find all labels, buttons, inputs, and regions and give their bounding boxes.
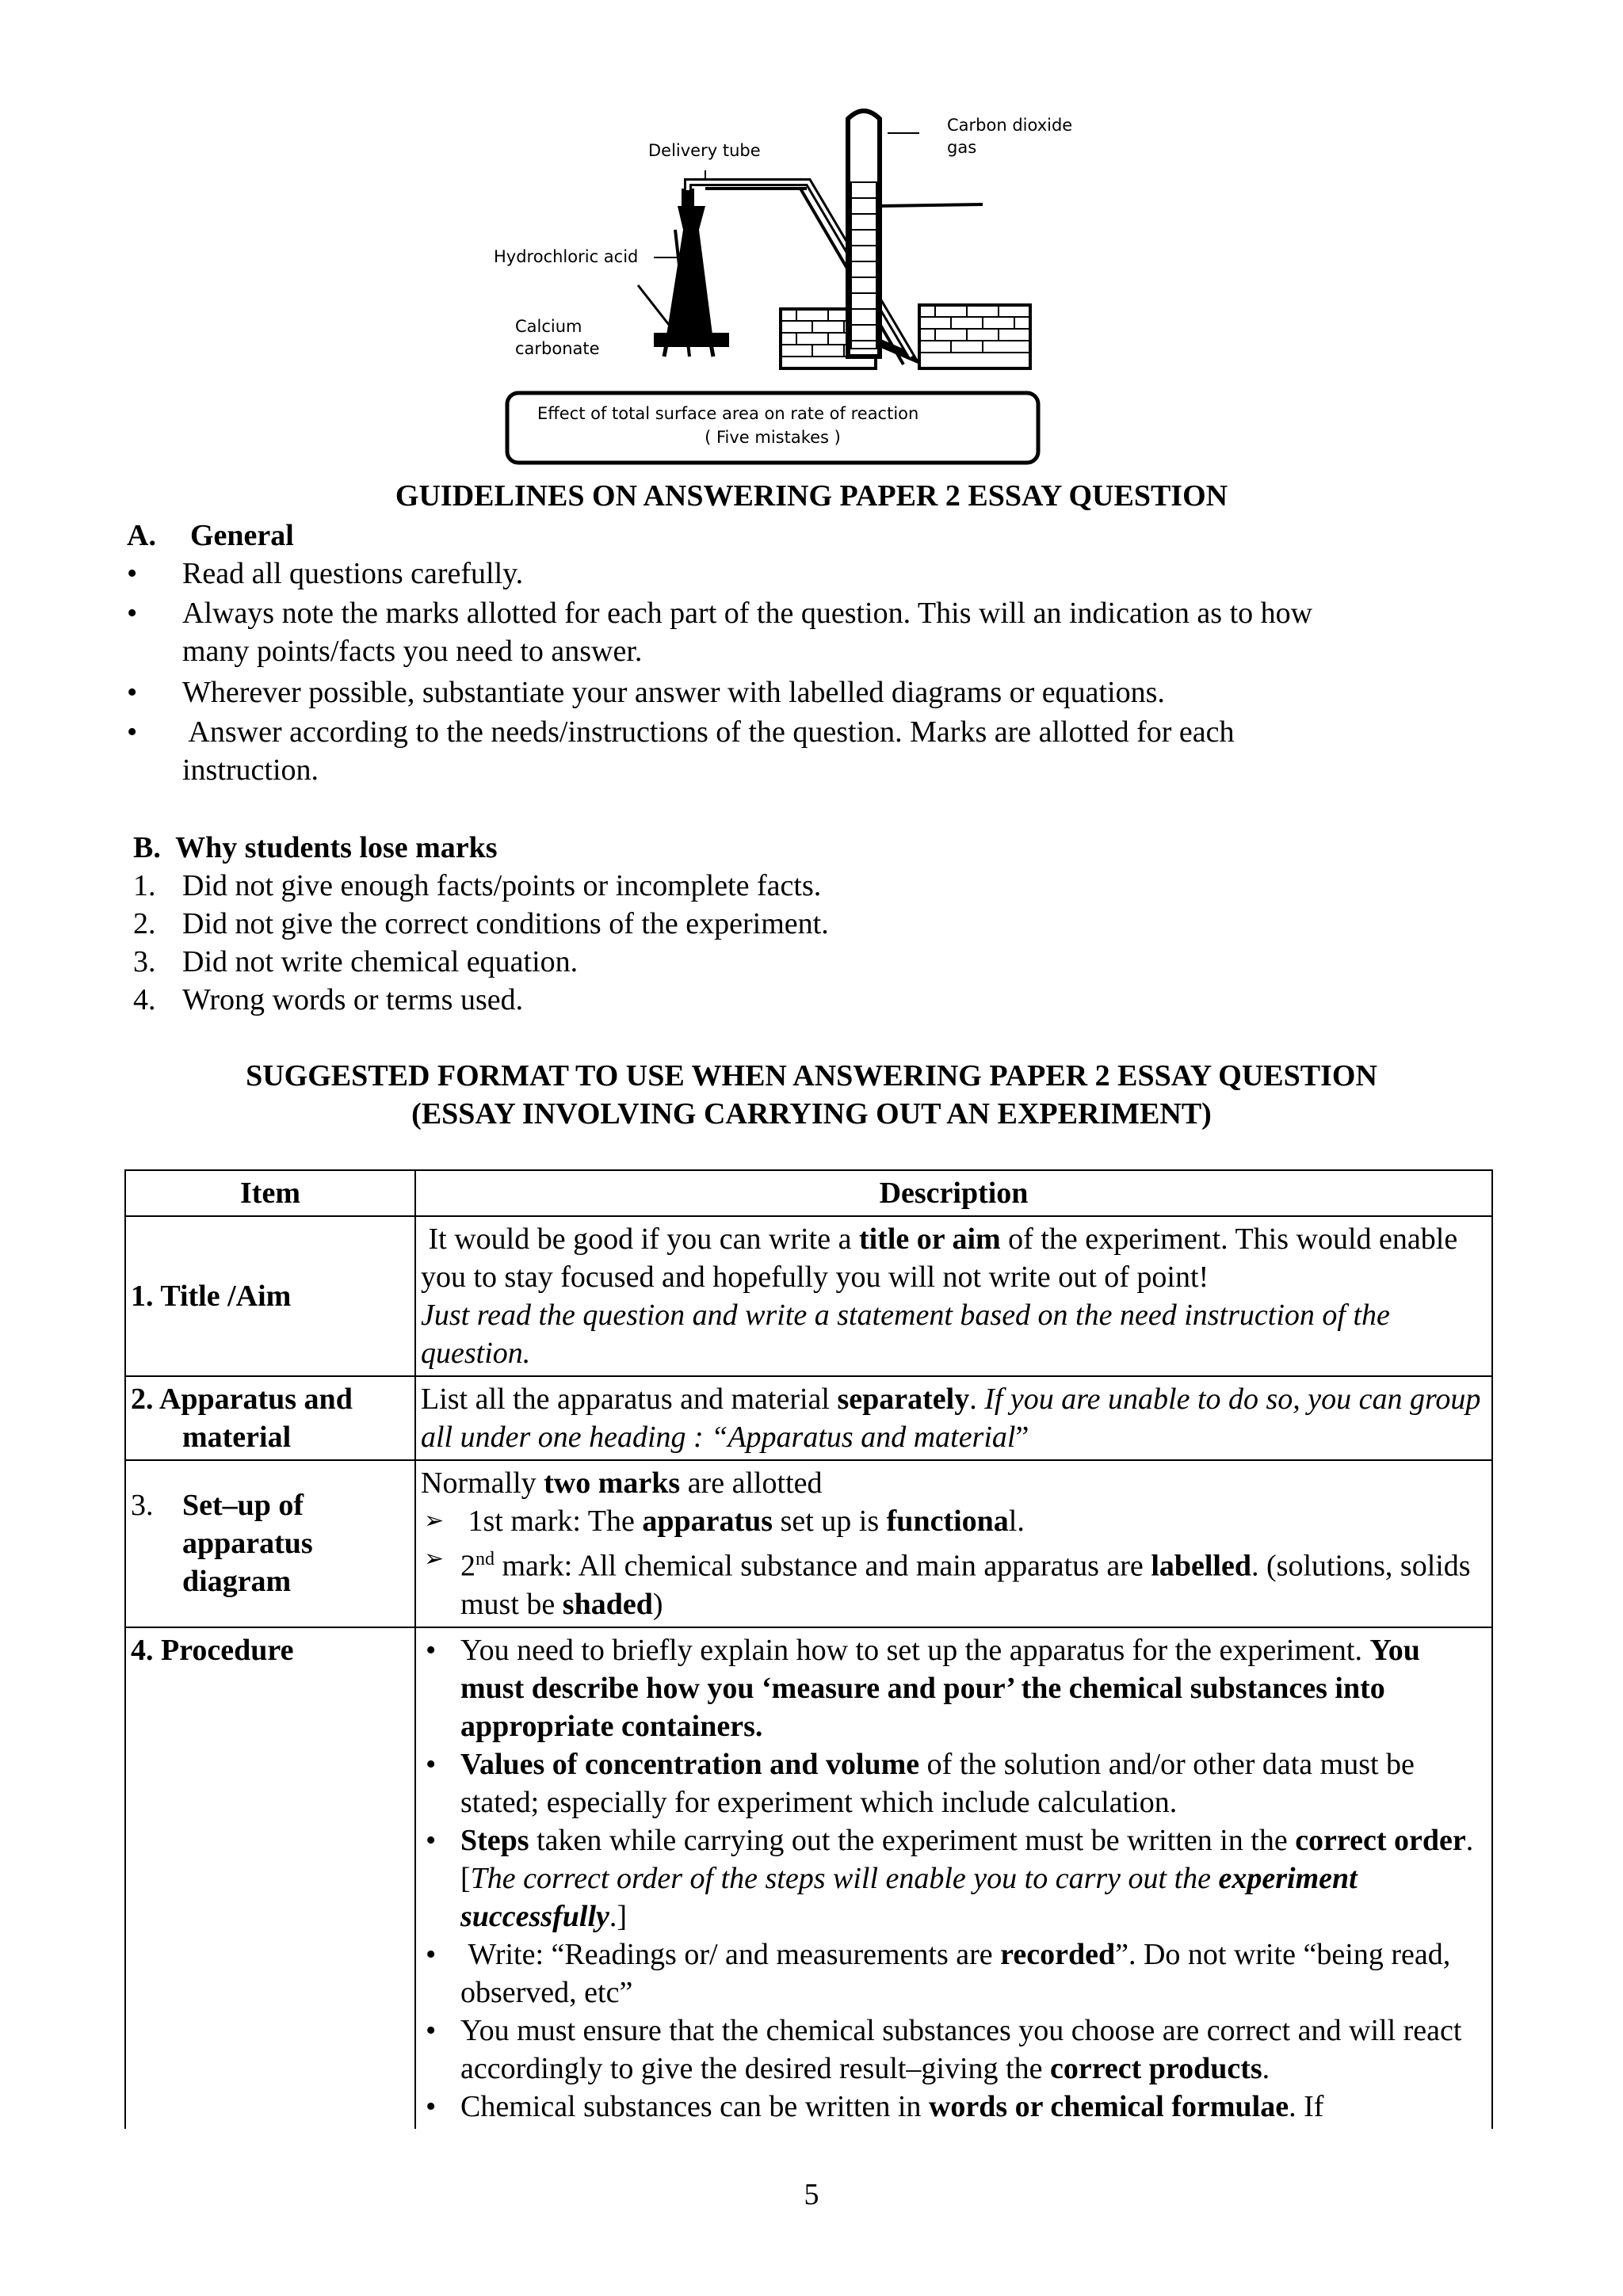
- arrow-list-item: ➢ 2nd mark: All chemical substance and main apparatus are labelled. (solutions, solids must be shaded): [421, 1540, 1487, 1623]
- table-row: [125, 1216, 1492, 1376]
- reason-number: 3.: [133, 945, 156, 978]
- bullet-list-item: • Steps taken while carrying out the experiment must be written in the correct order. [The correct order of the steps will enable you to carry out the experiment successfully.]: [421, 1821, 1487, 1936]
- row-item-setup: 3. Set–up of apparatus diagram: [125, 1460, 415, 1627]
- row-item-apparatus: 2. Apparatus and material: [125, 1376, 415, 1460]
- row-item-procedure: 4. Procedure: [125, 1627, 415, 2129]
- row-description: [415, 1627, 1492, 2129]
- diagram-caption-line1: Effect of total surface area on rate of reaction: [537, 404, 919, 423]
- row-item-title-aim: 1. Title /Aim: [125, 1216, 415, 1376]
- label-gas: gas: [947, 138, 977, 157]
- label-carbon-dioxide: Carbon dioxide: [947, 116, 1073, 135]
- bullet-list-item: • Write: “Readings or/ and measurements are recorded”. Do not write “being read, observed, etc”: [421, 1936, 1487, 2012]
- bullet-list-item: • You need to briefly explain how to set up the apparatus for the experiment. You must describe how you ‘measure and pour’ the chemical substances into appropriate containers.: [421, 1631, 1487, 1745]
- reason-text: Did not give the correct conditions of the experiment.: [182, 907, 829, 940]
- row-description: List all the apparatus and material separately. If you are unable to do so, you can group all under one heading : “Apparatus and material”: [415, 1376, 1492, 1460]
- arrow-list-item: ➢ 1st mark: The apparatus set up is functional.: [421, 1502, 1487, 1540]
- reason-number: 1.: [133, 869, 156, 902]
- suggested-heading-line2: (ESSAY INVOLVING CARRYING OUT AN EXPERIMENT): [411, 1097, 1212, 1131]
- reason-text: Did not write chemical equation.: [182, 945, 579, 978]
- page-number: 5: [804, 2178, 819, 2211]
- section-b-title: B. Why students lose marks: [133, 831, 498, 864]
- section-a-title: General: [190, 519, 294, 552]
- row-description: Normally two marks are allotted ➢ 1st mark: The apparatus set up is functional. ➢ 2nd mark: All chemical substance and main apparatus are labelled. (solutions, solids must be shaded): [415, 1460, 1492, 1627]
- bullet-list-item: • You must ensure that the chemical substances you choose are correct and will react accordingly to give the desired result–giving the correct products.: [421, 2012, 1487, 2088]
- bullet-list-item: • Values of concentration and volume of the solution and/or other data must be stated; especially for experiment which include calculation.: [421, 1745, 1487, 1821]
- bullet-icon: •: [127, 676, 138, 709]
- reason-number: 4.: [133, 983, 156, 1016]
- label-calcium: Calcium: [515, 317, 582, 336]
- reason-text: Did not give enough facts/points or incomplete facts.: [182, 869, 822, 902]
- suggested-heading-line1: SUGGESTED FORMAT TO USE WHEN ANSWERING PAPER 2 ESSAY QUESTION: [246, 1059, 1377, 1093]
- table-row: [125, 1627, 1492, 2129]
- table-row: [125, 1460, 1492, 1627]
- guidelines-heading: GUIDELINES ON ANSWERING PAPER 2 ESSAY QUESTION: [395, 479, 1228, 513]
- format-table: [124, 1169, 1493, 2129]
- diagram-caption-line2: ( Five mistakes ): [705, 428, 841, 447]
- apparatus-diagram: [475, 95, 1109, 467]
- label-delivery-tube: Delivery tube: [648, 141, 761, 160]
- bullet-icon: •: [127, 715, 138, 749]
- header-item: Item: [125, 1170, 415, 1216]
- reason-text: Wrong words or terms used.: [182, 983, 524, 1016]
- bullet-icon: •: [127, 557, 138, 590]
- row-description: It would be good if you can write a title or aim of the experiment. This would enable you to stay focused and hopefully you will not write out of point! Just read the question and write a statement based on the need instruction of the question.: [415, 1216, 1492, 1376]
- label-carbonate: carbonate: [515, 339, 600, 358]
- section-a-marker: A.: [127, 519, 156, 552]
- label-hydrochloric-acid: Hydrochloric acid: [494, 247, 639, 266]
- table-row: [125, 1376, 1492, 1460]
- bullet-icon: •: [127, 597, 138, 630]
- bullet-list-item: • Chemical substances can be written in words or chemical formulae. If: [421, 2088, 1487, 2126]
- header-description: Description: [415, 1170, 1492, 1216]
- reason-number: 2.: [133, 907, 156, 940]
- table-header-row: [125, 1170, 1492, 1216]
